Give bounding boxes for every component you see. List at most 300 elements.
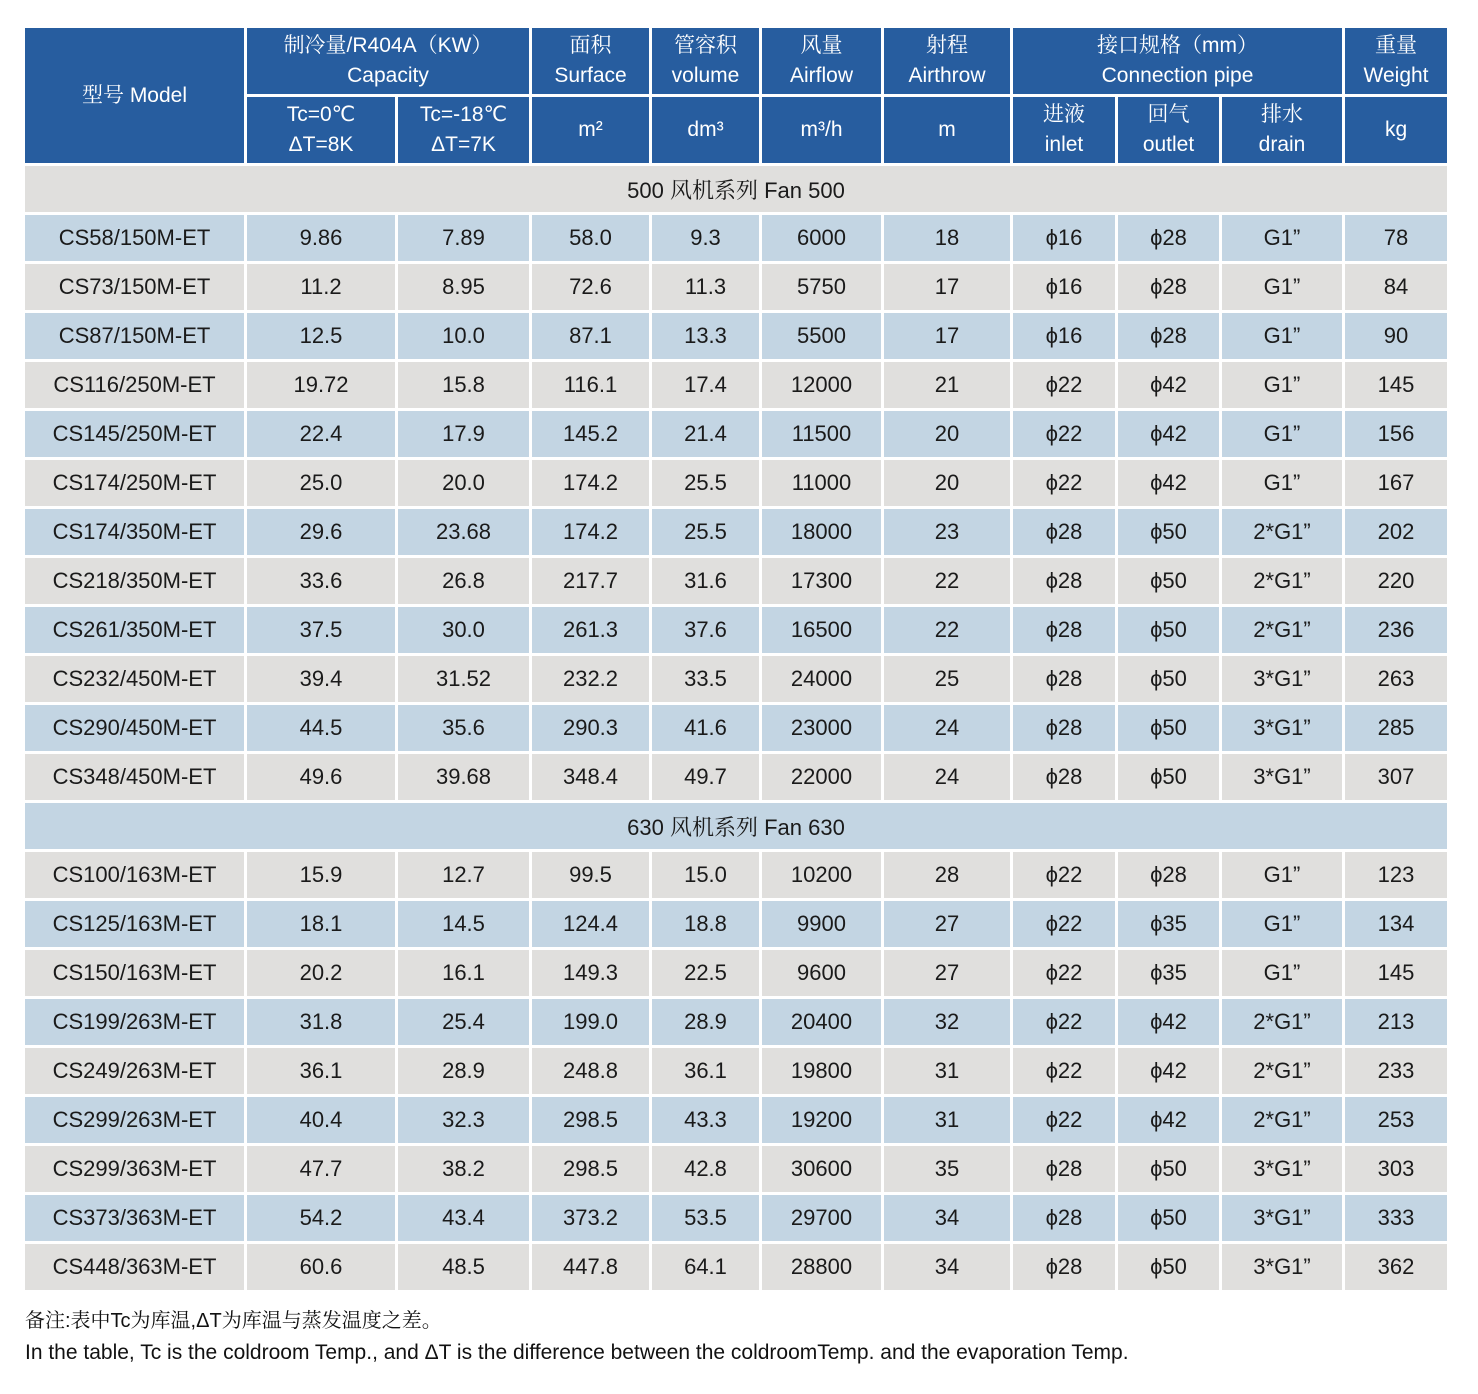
col-header-surface-unit: m²: [532, 97, 649, 163]
value-cell: 84: [1345, 264, 1447, 310]
value-cell: 23000: [762, 705, 881, 751]
value-cell: 49.6: [247, 754, 395, 800]
value-cell: ϕ28: [1013, 1244, 1115, 1290]
value-cell: 58.0: [532, 215, 649, 261]
model-cell: CS58/150M-ET: [25, 215, 244, 261]
value-cell: G1”: [1222, 852, 1342, 898]
value-cell: 116.1: [532, 362, 649, 408]
value-cell: ϕ28: [1013, 705, 1115, 751]
value-cell: 16500: [762, 607, 881, 653]
value-cell: ϕ22: [1013, 411, 1115, 457]
value-cell: 298.5: [532, 1097, 649, 1143]
value-cell: 447.8: [532, 1244, 649, 1290]
table-row: [25, 999, 1447, 1045]
value-cell: 22000: [762, 754, 881, 800]
value-cell: ϕ28: [1013, 754, 1115, 800]
footnote-en: In the table, Tc is the coldroom Temp., and ΔT is the difference between the coldroomTemp. and the evaporation Temp.: [25, 1341, 1129, 1364]
table-row: [25, 1195, 1447, 1241]
col-header-airflow-unit: m³/h: [762, 97, 881, 163]
table-row: [25, 950, 1447, 996]
value-cell: 41.6: [652, 705, 759, 751]
value-cell: 43.3: [652, 1097, 759, 1143]
section-title: 630 风机系列 Fan 630: [25, 803, 1447, 849]
value-cell: ϕ50: [1118, 656, 1219, 702]
value-cell: ϕ28: [1013, 1146, 1115, 1192]
value-cell: 145.2: [532, 411, 649, 457]
value-cell: 156: [1345, 411, 1447, 457]
col-header-inlet-en: inlet: [1044, 133, 1084, 156]
value-cell: G1”: [1222, 215, 1342, 261]
value-cell: 11000: [762, 460, 881, 506]
value-cell: 20.0: [398, 460, 529, 506]
value-cell: ϕ42: [1118, 1097, 1219, 1143]
value-cell: G1”: [1222, 950, 1342, 996]
value-cell: 263: [1345, 656, 1447, 702]
value-cell: 27: [884, 950, 1010, 996]
table-row: [25, 607, 1447, 653]
col-header-airflow: [762, 28, 881, 94]
value-cell: ϕ42: [1118, 460, 1219, 506]
value-cell: 23.68: [398, 509, 529, 555]
value-cell: 3*G1”: [1222, 1146, 1342, 1192]
value-cell: 2*G1”: [1222, 1097, 1342, 1143]
value-cell: 149.3: [532, 950, 649, 996]
model-cell: CS73/150M-ET: [25, 264, 244, 310]
value-cell: 19200: [762, 1097, 881, 1143]
table-row: [25, 1097, 1447, 1143]
value-cell: 37.6: [652, 607, 759, 653]
value-cell: 19.72: [247, 362, 395, 408]
value-cell: 33.6: [247, 558, 395, 604]
col-header-volume-en: volume: [671, 64, 740, 87]
value-cell: ϕ22: [1013, 1097, 1115, 1143]
value-cell: 2*G1”: [1222, 1048, 1342, 1094]
value-cell: 174.2: [532, 460, 649, 506]
model-cell: CS174/250M-ET: [25, 460, 244, 506]
value-cell: 37.5: [247, 607, 395, 653]
value-cell: 33.5: [652, 656, 759, 702]
value-cell: 36.1: [247, 1048, 395, 1094]
value-cell: 35: [884, 1146, 1010, 1192]
col-header-airflow-en: Airflow: [789, 64, 853, 87]
value-cell: 261.3: [532, 607, 649, 653]
value-cell: G1”: [1222, 313, 1342, 359]
value-cell: 10.0: [398, 313, 529, 359]
value-cell: 99.5: [532, 852, 649, 898]
value-cell: ϕ50: [1118, 558, 1219, 604]
col-header-connection-en: Connection pipe: [1101, 64, 1254, 87]
col-header-connection-zh: 接口规格（mm）: [1097, 34, 1259, 57]
value-cell: 303: [1345, 1146, 1447, 1192]
value-cell: ϕ50: [1118, 509, 1219, 555]
model-cell: CS218/350M-ET: [25, 558, 244, 604]
value-cell: 233: [1345, 1048, 1447, 1094]
value-cell: ϕ22: [1013, 950, 1115, 996]
value-cell: 11.2: [247, 264, 395, 310]
value-cell: 43.4: [398, 1195, 529, 1241]
value-cell: ϕ16: [1013, 313, 1115, 359]
header-row-1: [25, 28, 1447, 94]
col-header-outlet: [1118, 97, 1219, 163]
value-cell: 220: [1345, 558, 1447, 604]
value-cell: ϕ50: [1118, 1244, 1219, 1290]
value-cell: 26.8: [398, 558, 529, 604]
value-cell: 9900: [762, 901, 881, 947]
value-cell: 21: [884, 362, 1010, 408]
value-cell: 2*G1”: [1222, 607, 1342, 653]
col-header-surface: [532, 28, 649, 94]
value-cell: 20: [884, 411, 1010, 457]
value-cell: 3*G1”: [1222, 1244, 1342, 1290]
value-cell: 25.4: [398, 999, 529, 1045]
value-cell: 48.5: [398, 1244, 529, 1290]
value-cell: 31.6: [652, 558, 759, 604]
col-header-airthrow: [884, 28, 1010, 94]
footnote-zh: 备注:表中Tc为库温,ΔT为库温与蒸发温度之差。: [25, 1310, 442, 1332]
value-cell: 22.4: [247, 411, 395, 457]
value-cell: 12000: [762, 362, 881, 408]
col-header-outlet-zh: 回气: [1147, 103, 1190, 126]
value-cell: 18: [884, 215, 1010, 261]
col-header-surface-zh: 面积: [569, 34, 612, 57]
value-cell: 199.0: [532, 999, 649, 1045]
value-cell: ϕ50: [1118, 607, 1219, 653]
value-cell: 3*G1”: [1222, 656, 1342, 702]
value-cell: 31.52: [398, 656, 529, 702]
value-cell: 6000: [762, 215, 881, 261]
model-cell: CS174/350M-ET: [25, 509, 244, 555]
value-cell: 27: [884, 901, 1010, 947]
col-header-tc0: [247, 97, 395, 163]
value-cell: ϕ42: [1118, 362, 1219, 408]
col-header-volume: [652, 28, 759, 94]
value-cell: 9.86: [247, 215, 395, 261]
value-cell: ϕ16: [1013, 264, 1115, 310]
value-cell: 2*G1”: [1222, 558, 1342, 604]
model-cell: CS261/350M-ET: [25, 607, 244, 653]
value-cell: 39.4: [247, 656, 395, 702]
value-cell: 298.5: [532, 1146, 649, 1192]
value-cell: 23: [884, 509, 1010, 555]
value-cell: 25: [884, 656, 1010, 702]
col-header-connection: [1013, 28, 1342, 94]
value-cell: 17: [884, 313, 1010, 359]
footnotes: [25, 1305, 1478, 1369]
value-cell: ϕ28: [1013, 509, 1115, 555]
value-cell: 44.5: [247, 705, 395, 751]
value-cell: 236: [1345, 607, 1447, 653]
table-row: [25, 411, 1447, 457]
table-row: [25, 215, 1447, 261]
value-cell: 15.0: [652, 852, 759, 898]
table-row: [25, 754, 1447, 800]
value-cell: ϕ28: [1013, 607, 1115, 653]
col-header-drain-zh: 排水: [1261, 103, 1304, 126]
value-cell: ϕ42: [1118, 1048, 1219, 1094]
value-cell: 12.7: [398, 852, 529, 898]
table-row: [25, 558, 1447, 604]
value-cell: ϕ22: [1013, 460, 1115, 506]
value-cell: 31: [884, 1097, 1010, 1143]
value-cell: ϕ22: [1013, 901, 1115, 947]
value-cell: G1”: [1222, 901, 1342, 947]
value-cell: 18000: [762, 509, 881, 555]
value-cell: 25.5: [652, 460, 759, 506]
col-header-inlet: [1013, 97, 1115, 163]
value-cell: 87.1: [532, 313, 649, 359]
value-cell: ϕ50: [1118, 705, 1219, 751]
value-cell: 40.4: [247, 1097, 395, 1143]
value-cell: 30.0: [398, 607, 529, 653]
value-cell: 2*G1”: [1222, 509, 1342, 555]
value-cell: 24000: [762, 656, 881, 702]
value-cell: ϕ28: [1013, 656, 1115, 702]
value-cell: 22: [884, 607, 1010, 653]
col-header-airflow-zh: 风量: [800, 34, 843, 57]
col-header-weight-zh: 重量: [1375, 34, 1418, 57]
col-header-inlet-zh: 进液: [1043, 103, 1085, 126]
model-cell: CS249/263M-ET: [25, 1048, 244, 1094]
value-cell: 38.2: [398, 1146, 529, 1192]
table-body: [25, 166, 1447, 1290]
value-cell: ϕ28: [1118, 264, 1219, 310]
col-header-drain: [1222, 97, 1342, 163]
value-cell: 7.89: [398, 215, 529, 261]
value-cell: 9.3: [652, 215, 759, 261]
col-header-capacity: [247, 28, 529, 94]
table-row: [25, 264, 1447, 310]
table-header: [25, 28, 1447, 163]
value-cell: 248.8: [532, 1048, 649, 1094]
value-cell: 124.4: [532, 901, 649, 947]
value-cell: 78: [1345, 215, 1447, 261]
table-row: [25, 656, 1447, 702]
value-cell: 34: [884, 1244, 1010, 1290]
value-cell: ϕ42: [1118, 411, 1219, 457]
value-cell: 174.2: [532, 509, 649, 555]
model-cell: CS145/250M-ET: [25, 411, 244, 457]
value-cell: G1”: [1222, 460, 1342, 506]
col-header-capacity-zh: 制冷量/R404A（KW）: [283, 34, 493, 57]
model-cell: CS448/363M-ET: [25, 1244, 244, 1290]
value-cell: ϕ28: [1118, 215, 1219, 261]
value-cell: 39.68: [398, 754, 529, 800]
value-cell: 30600: [762, 1146, 881, 1192]
col-header-volume-unit: dm³: [652, 97, 759, 163]
value-cell: 18.8: [652, 901, 759, 947]
value-cell: 253: [1345, 1097, 1447, 1143]
value-cell: 42.8: [652, 1146, 759, 1192]
value-cell: 3*G1”: [1222, 754, 1342, 800]
col-header-capacity-en: Capacity: [347, 64, 429, 87]
value-cell: ϕ28: [1118, 852, 1219, 898]
col-header-drain-en: drain: [1258, 133, 1306, 156]
value-cell: 32: [884, 999, 1010, 1045]
value-cell: 14.5: [398, 901, 529, 947]
col-header-weight: [1345, 28, 1447, 94]
value-cell: 9600: [762, 950, 881, 996]
model-cell: CS373/363M-ET: [25, 1195, 244, 1241]
value-cell: ϕ22: [1013, 1048, 1115, 1094]
value-cell: 21.4: [652, 411, 759, 457]
value-cell: 90: [1345, 313, 1447, 359]
value-cell: ϕ16: [1013, 215, 1115, 261]
value-cell: 217.7: [532, 558, 649, 604]
value-cell: 35.6: [398, 705, 529, 751]
value-cell: 31.8: [247, 999, 395, 1045]
col-header-weight-en: Weight: [1363, 64, 1429, 87]
value-cell: 15.8: [398, 362, 529, 408]
value-cell: 34: [884, 1195, 1010, 1241]
table-row: [25, 705, 1447, 751]
value-cell: 10200: [762, 852, 881, 898]
evaporator-spec-table: [22, 25, 1450, 1293]
value-cell: 5500: [762, 313, 881, 359]
value-cell: 49.7: [652, 754, 759, 800]
model-cell: CS348/450M-ET: [25, 754, 244, 800]
value-cell: 31: [884, 1048, 1010, 1094]
value-cell: ϕ50: [1118, 1195, 1219, 1241]
value-cell: 11500: [762, 411, 881, 457]
value-cell: G1”: [1222, 264, 1342, 310]
value-cell: 167: [1345, 460, 1447, 506]
section-title: 500 风机系列 Fan 500: [25, 166, 1447, 212]
section-header-row: [25, 803, 1447, 849]
col-header-airthrow-unit: m: [884, 97, 1010, 163]
col-header-outlet-en: outlet: [1142, 133, 1195, 156]
value-cell: 285: [1345, 705, 1447, 751]
model-cell: CS232/450M-ET: [25, 656, 244, 702]
model-cell: CS199/263M-ET: [25, 999, 244, 1045]
value-cell: 202: [1345, 509, 1447, 555]
value-cell: 47.7: [247, 1146, 395, 1192]
table-row: [25, 852, 1447, 898]
value-cell: 123: [1345, 852, 1447, 898]
value-cell: 3*G1”: [1222, 1195, 1342, 1241]
value-cell: 333: [1345, 1195, 1447, 1241]
value-cell: 17: [884, 264, 1010, 310]
value-cell: 213: [1345, 999, 1447, 1045]
table-row: [25, 509, 1447, 555]
value-cell: ϕ35: [1118, 901, 1219, 947]
col-header-tc18: [398, 97, 529, 163]
col-header-tc0-line1: Tc=0℃: [286, 103, 356, 126]
value-cell: ϕ28: [1118, 313, 1219, 359]
value-cell: ϕ22: [1013, 362, 1115, 408]
value-cell: 17.4: [652, 362, 759, 408]
col-header-airthrow-zh: 射程: [926, 34, 968, 57]
value-cell: 232.2: [532, 656, 649, 702]
value-cell: 19800: [762, 1048, 881, 1094]
value-cell: 29700: [762, 1195, 881, 1241]
value-cell: 17.9: [398, 411, 529, 457]
model-cell: CS125/163M-ET: [25, 901, 244, 947]
value-cell: 13.3: [652, 313, 759, 359]
col-header-tc0-line2: ΔT=8K: [288, 133, 354, 156]
value-cell: 16.1: [398, 950, 529, 996]
model-cell: CS100/163M-ET: [25, 852, 244, 898]
value-cell: 22: [884, 558, 1010, 604]
col-header-volume-zh: 管容积: [674, 34, 737, 57]
value-cell: 145: [1345, 950, 1447, 996]
value-cell: 28.9: [398, 1048, 529, 1094]
value-cell: 5750: [762, 264, 881, 310]
value-cell: 53.5: [652, 1195, 759, 1241]
value-cell: ϕ42: [1118, 999, 1219, 1045]
value-cell: 18.1: [247, 901, 395, 947]
model-cell: CS87/150M-ET: [25, 313, 244, 359]
value-cell: ϕ28: [1013, 558, 1115, 604]
value-cell: 72.6: [532, 264, 649, 310]
table-row: [25, 362, 1447, 408]
value-cell: 2*G1”: [1222, 999, 1342, 1045]
value-cell: 145: [1345, 362, 1447, 408]
col-header-model-label: 型号 Model: [81, 83, 188, 107]
value-cell: G1”: [1222, 362, 1342, 408]
value-cell: 24: [884, 705, 1010, 751]
value-cell: 32.3: [398, 1097, 529, 1143]
model-cell: CS290/450M-ET: [25, 705, 244, 751]
value-cell: 28800: [762, 1244, 881, 1290]
model-cell: CS150/163M-ET: [25, 950, 244, 996]
table-row: [25, 460, 1447, 506]
table-row: [25, 1244, 1447, 1290]
value-cell: 24: [884, 754, 1010, 800]
value-cell: 60.6: [247, 1244, 395, 1290]
value-cell: 12.5: [247, 313, 395, 359]
value-cell: 28: [884, 852, 1010, 898]
value-cell: ϕ22: [1013, 852, 1115, 898]
value-cell: ϕ28: [1013, 1195, 1115, 1241]
value-cell: 8.95: [398, 264, 529, 310]
value-cell: G1”: [1222, 411, 1342, 457]
value-cell: 64.1: [652, 1244, 759, 1290]
col-header-tc18-line1: Tc=-18℃: [419, 103, 508, 126]
value-cell: 25.5: [652, 509, 759, 555]
value-cell: 348.4: [532, 754, 649, 800]
value-cell: ϕ35: [1118, 950, 1219, 996]
section-header-row: [25, 166, 1447, 212]
value-cell: 54.2: [247, 1195, 395, 1241]
value-cell: 25.0: [247, 460, 395, 506]
value-cell: 20400: [762, 999, 881, 1045]
value-cell: 22.5: [652, 950, 759, 996]
model-cell: CS116/250M-ET: [25, 362, 244, 408]
value-cell: 362: [1345, 1244, 1447, 1290]
value-cell: 290.3: [532, 705, 649, 751]
table-row: [25, 313, 1447, 359]
value-cell: 134: [1345, 901, 1447, 947]
value-cell: 373.2: [532, 1195, 649, 1241]
col-header-surface-en: Surface: [554, 64, 627, 87]
value-cell: 29.6: [247, 509, 395, 555]
col-header-model: [25, 28, 244, 163]
model-cell: CS299/263M-ET: [25, 1097, 244, 1143]
value-cell: ϕ50: [1118, 754, 1219, 800]
value-cell: 20.2: [247, 950, 395, 996]
value-cell: 20: [884, 460, 1010, 506]
value-cell: ϕ50: [1118, 1146, 1219, 1192]
table-row: [25, 1146, 1447, 1192]
value-cell: 11.3: [652, 264, 759, 310]
value-cell: 3*G1”: [1222, 705, 1342, 751]
col-header-weight-unit: kg: [1345, 97, 1447, 163]
value-cell: 307: [1345, 754, 1447, 800]
value-cell: 36.1: [652, 1048, 759, 1094]
value-cell: 17300: [762, 558, 881, 604]
value-cell: 15.9: [247, 852, 395, 898]
table-row: [25, 901, 1447, 947]
